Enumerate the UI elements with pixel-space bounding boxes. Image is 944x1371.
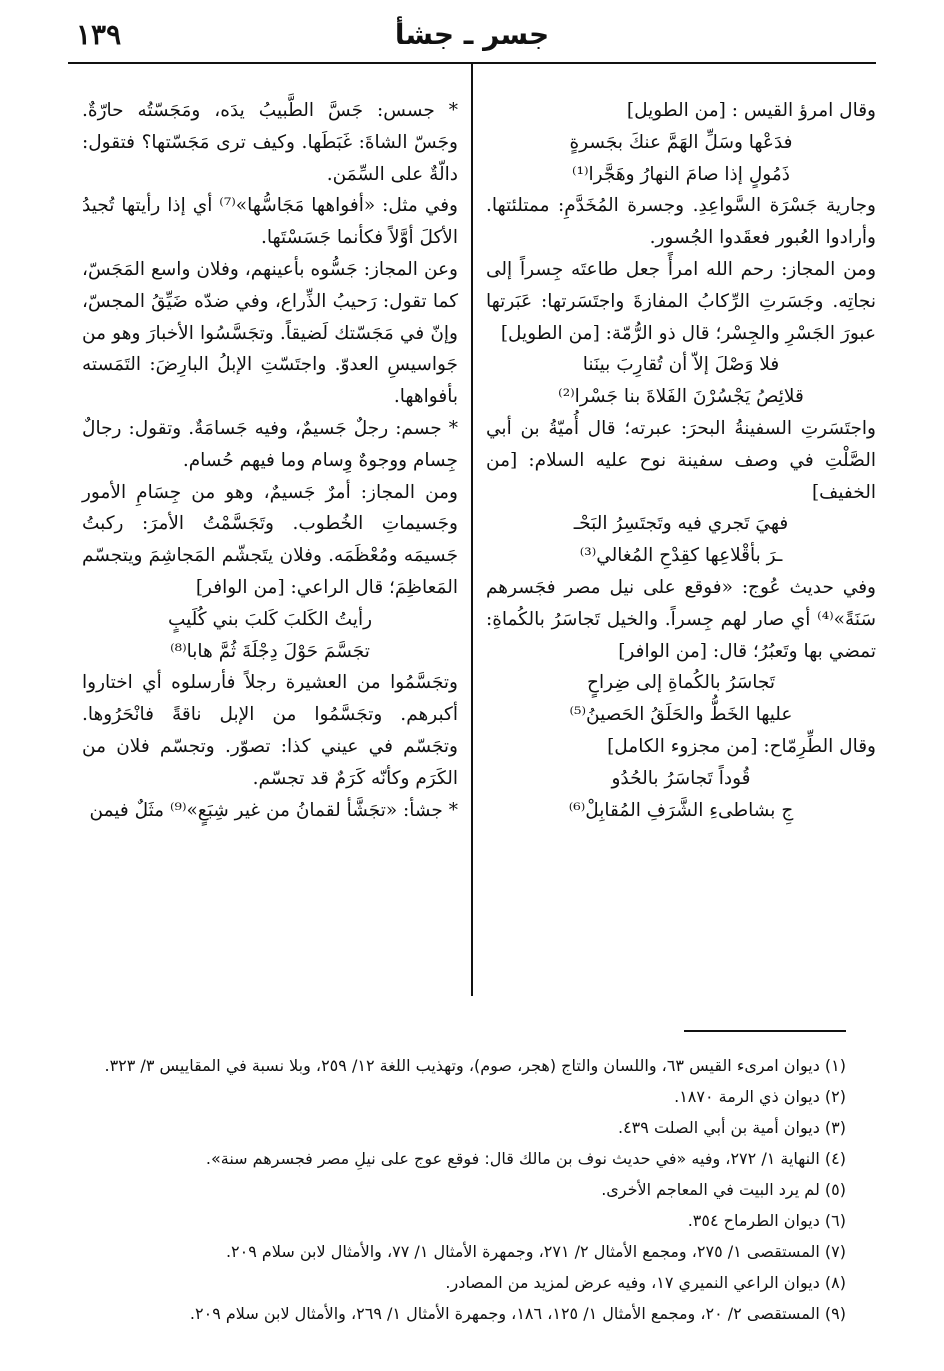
page-header [68, 12, 876, 62]
verse-line: تَجاسَرُ بالكُماةِ إلى ضِراحٍ [587, 672, 775, 694]
column-divider [471, 64, 473, 996]
paragraph: وقال الطِّرِمّاح: [من مجزوء الكامل] [607, 735, 876, 757]
paragraph: وعن المجاز: جَسُّوه بأعينهم، وفلان واسع المَجَسّ، كما تقول: رَحيبُ الذِّراع، وفي ضدّه ضَيِّقُ المجسّ، وإنّ في مَجَسّتك لَضيقاً. وتجَسَّسُوا الأخبارَ وهو من جَواسيسِ العدوّ. واجتَسّتِ الإبلُ البارِضَ: التَمَسته بأفواهها. [82, 258, 458, 408]
paragraph: وقال امرؤ القيس : [من الطويل] [626, 100, 876, 121]
running-head: جسر ـ جشأ [394, 18, 550, 51]
footnote: (٦) ديوان الطرماح ٣٥٤. [687, 1211, 846, 1230]
footnote: (٩) المستقصى ٢/ ٢٠، ومجمع الأمثال ١/ ١٢٥، ١٨٦، وجمهرة الأمثال ١/ ٢٦٩، والأمثال لابن سلام ٢٠٩. [189, 1304, 846, 1323]
paragraph: ومن المجاز: أمرٌ جَسيمٌ، وهو من جِسَامِ الأمور وجَسيماتِ الخُطوب. وتَجَسَّمْتُ الأمرَ: ركبتُ جَسيمَه ومُعْظَمَه. وفلان يتَجشّم المَجاشِمَ ويتجسّم المَعاظِمَ؛ قال الراعي: [من الوافر] [82, 481, 458, 598]
left-column [82, 95, 458, 826]
entry-jss: * جسس: جَسَّ الطَّبيبُ يدَه، ومَجَسّتُه حارّةٌ. وجَسّ الشاةَ: غَبَطَها. وكيف ترى مَجَسّتها؟ فتقول: دالّةٌ على السِّمَن. [82, 100, 458, 185]
verse-line: تجَسَّمَ حَوْلَ دِجْلَةَ ثُمَّ هابا⁽⁸⁾ [170, 640, 370, 662]
paragraph: وفي مثل: «أفواهها مَجَاسُّها»⁽⁷⁾ أي إذا رأيتها تُجيدُ الأكلَ أوَّلاً فكأنما جَسَسْتَها. [82, 195, 458, 249]
verse-line: قلائِصُ يَجْسُرْنَ الفَلاةَ بنا جَسْرا⁽²⁾ [558, 386, 804, 408]
footnote: (٥) لم يرد البيت في المعاجم الأخرى. [601, 1180, 846, 1199]
footnote: (٢) ديوان ذي الرمة ١٨٧٠. [674, 1087, 846, 1106]
paragraph: وتجَسَّمُوا من العشيرة رجلاً فأرسلوه أي اختاروا أكبرهم. وتجَسَّمُوا من الإبل ناقةً فانْحَرُوها. وتجَسّم في عيني كذا: تصوّر. وتجسّم فلان من الكَرَم وكأنّه كَرَمٌ قد تجسّم. [82, 672, 458, 789]
verse-line: ـرَ بأقْلاعِها كقِدْحِ المُغالي⁽³⁾ [579, 545, 783, 567]
right-column [486, 95, 876, 826]
verse-line: فدَعْها وسَلِّ الهَمَّ عنكَ بجَسرةٍ [569, 131, 793, 153]
verse-line: قُوداً تَجاسَرُ بالحُدُو [611, 767, 751, 789]
verse-line: جِ بشاطىءِ الشَّرَفِ المُقابِلْ⁽⁶⁾ [568, 799, 794, 821]
footnote: (١) ديوان امرىء القيس ٦٣، واللسان والتاج (هجر، صوم)، وتهذيب اللغة ١٢/ ٢٥٩، وبلا نسبة في المقاييس ٣/ ٣٢٣. [104, 1056, 846, 1075]
verse-line: عليها الخَطُّ والحَلَقُ الحَصينُ⁽⁵⁾ [569, 704, 793, 726]
verse-line: فهيَ تَجري فيه وتَجتَسِرُ البَحْـ [573, 513, 789, 535]
verse-line: رأيتُ الكَلبَ كَلبَ بني كُلَيبٍ [167, 608, 373, 630]
footnote: (٣) ديوان أمية بن أبي الصلت ٤٣٩. [617, 1118, 846, 1137]
paragraph: وجارية جَسْرَة السَّواعِدِ. وجسرة المُخَدَّمِ: ممتلئتها. وأرادوا العُبور فعقَدوا الجُسور. [486, 195, 876, 249]
footnotes [66, 1050, 846, 1329]
paragraph: ومن المجاز: رحم الله امرأً جعل طاعتَه جِسراً إلى نجاتِه. وجَسَرتِ الرِّكابُ المفازةَ واجتَسَرتها: عَبَرتها عبورَ الجَسْرِ والجِسْر؛ قال ذو الرُّمّة: [من الطويل] [486, 258, 876, 344]
paragraph: واجتَسَرتِ السفينةُ البحرَ: عبرته؛ قال أُميّةُ بن أبي الصَّلْتِ في وصف سفينة نوح عليه السلام: [من الخفيف] [486, 417, 876, 503]
verse-line: فلا وَصْلَ إلاّ أن تُقارِبَ بينَنا [582, 354, 780, 376]
footnote-rule [684, 1030, 846, 1032]
footnote: (٤) النهاية ١/ ٢٧٢، وفيه «في حديث نوف بن مالك قال: فوقع عوج على نيلِ مصر فجسرهم سنة». [205, 1149, 846, 1168]
paragraph: وفي حديث عُوج: «فوقع على نيل مصر فجَسرهم سَنَةً»⁽⁴⁾ أي صار لهم جِسراً. والخيل تَجاسَرُ بالكُماةِ: تمضي بها وتَعبُرُ؛ قال: [من الوافر] [486, 576, 876, 662]
entry-jsha: * جشأ: «تجَشَّأ لقمانُ من غير شِبَعٍ»⁽⁹⁾ مثَلٌ فيمن [89, 799, 458, 821]
footnote: (٨) ديوان الراعي النميري ١٧، وفيه عرض لمزيد من المصادر. [445, 1273, 846, 1292]
verse-line: ذَمُولٍ إذا صامَ النهارُ وهَجَّرا⁽¹⁾ [572, 163, 790, 185]
entry-jsm: * جسم: رجلٌ جَسيمٌ، وفيه جَسامَةٌ. وتقول: رجالٌ جِسام ووجوهٌ وِسام وما فيهم حُسام. [82, 417, 458, 471]
footnote: (٧) المستقصى ١/ ٢٧٥، ومجمع الأمثال ٢/ ٢٧١، وجمهرة الأمثال ١/ ٧٧، والأمثال لابن سلام ٢٠٩. [225, 1242, 846, 1261]
page-number: ١٣٩ [76, 18, 122, 51]
